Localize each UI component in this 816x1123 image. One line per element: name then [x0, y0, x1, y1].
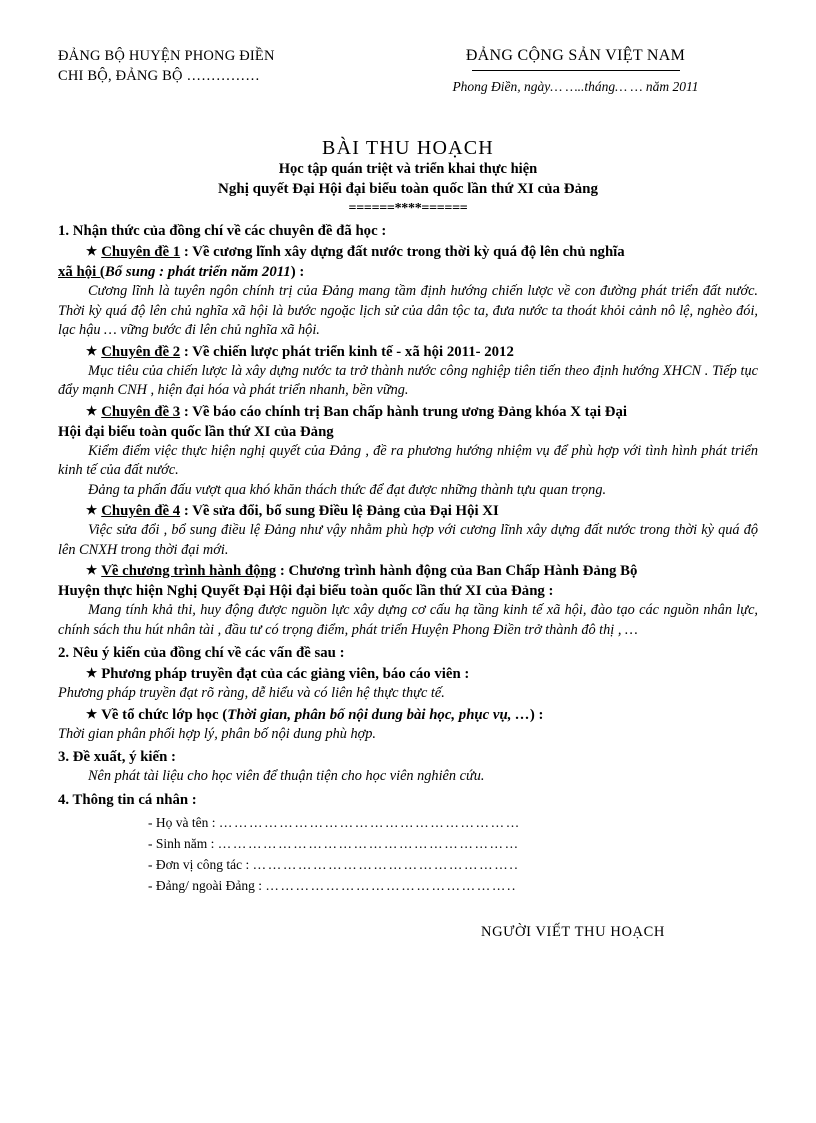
- section-2-item-2-label-suffix: ) :: [529, 706, 544, 723]
- star-icon: ★: [86, 403, 98, 418]
- field-dots: …………………………………………..: [265, 877, 517, 893]
- section-2-item-1-title: [58, 663, 758, 684]
- field-dots: ……………………………………………..: [252, 856, 520, 872]
- section-2-heading: 2. Nêu ý kiến của đồng chí về các vấn đề sau :: [58, 645, 345, 661]
- section-3-paragraph: Nên phát tài liệu cho học viên để thuận tiện cho học viên nghiên cứu.: [88, 768, 485, 784]
- section-2-item-2-paragraph: Thời gian phân phối hợp lý, phân bố nội dung phù hợp.: [58, 725, 376, 742]
- action-program-label: Về chương trình hành động: [101, 563, 277, 579]
- topic-3-paragraph-2: Đảng ta phấn đấu vượt qua khó khăn thách thức để đạt được những thành tựu quan trọng.: [88, 481, 607, 498]
- topic-2-label: Chuyên đề 2: [101, 343, 181, 360]
- field-label-birth-year: - Sinh năm :: [148, 835, 218, 851]
- topic-1-title-line2: [58, 262, 758, 282]
- action-program-title: [58, 560, 758, 581]
- field-row[interactable]: [148, 875, 758, 896]
- dateline: Phong Điền, ngày… …..tháng… … năm 2011: [452, 79, 699, 94]
- topic-3-title-rest: : Về báo cáo chính trị Ban chấp hành trung ương Đảng khóa X tại Đại: [180, 403, 627, 420]
- section-1-heading: 1. Nhận thức của đồng chí về các chuyên đề đã học :: [58, 223, 387, 239]
- document-content: [58, 44, 758, 941]
- title-divider-text: ======****======: [348, 201, 468, 216]
- star-icon: ★: [86, 706, 98, 721]
- section-2-item-2-title: [58, 704, 758, 725]
- action-program-paragraph: Mang tính khả thi, huy động được nguồn lực xây dựng cơ cấu hạ tầng kinh tế xã hội, đào tạo các nguồn nhân lực, chính sách thu hút nhân tài , đầu tư có trọng điểm, phát triển Huyện Phong Điền trở thành đô thị , …: [58, 602, 758, 638]
- field-label-party-status: - Đảng/ ngoài Đảng :: [148, 877, 266, 893]
- topic-1-subtitle-italic: Bổ sung : phát triển năm 2011: [104, 264, 291, 280]
- field-row[interactable]: [148, 854, 758, 875]
- topic-1-title-rest: : Về cương lĩnh xây dựng đất nước trong thời kỳ quá độ lên chủ nghĩa: [180, 244, 625, 260]
- title-block: [58, 136, 758, 218]
- topic-1-label: Chuyên đề 1: [101, 244, 181, 260]
- topic-3-title-line2: Hội đại biểu toàn quốc lần thứ XI của Đảng: [58, 423, 334, 440]
- topic-3-title: [58, 401, 758, 422]
- header-divider-rule: [472, 70, 680, 71]
- signature-label: NGƯỜI VIẾT THU HOẠCH: [481, 923, 665, 940]
- topic-4-title-rest: : Về sửa đổi, bổ sung Điều lệ Đảng của Đại Hội XI: [180, 503, 499, 519]
- topic-4-title: [58, 500, 758, 521]
- topic-1-title: [58, 241, 758, 262]
- field-label-workplace: - Đơn vị công tác :: [148, 856, 253, 872]
- topic-1-subtitle-suffix: ) :: [290, 264, 305, 280]
- topic-1-paragraph: Cương lĩnh là tuyên ngôn chính trị của Đảng mang tầm định hướng chiến lược về con đường phát triển đất nước. Thời kỳ quá độ lên chủ nghĩa xã hội là bước ngoặc lịch sử của dân tộc ta, đưa nước ta thoát khỏi cảnh nô lệ, nghèo đói, lạc hậu … vững bước đi lên chủ nghĩa xã hội.: [58, 283, 758, 338]
- star-icon: ★: [86, 563, 98, 577]
- title-subline-1: Học tập quán triệt và triển khai thực hiện: [278, 161, 538, 177]
- section-2-item-2-label-prefix: Về tổ chức lớp học (: [101, 706, 228, 723]
- topic-3-label: Chuyên đề 3: [101, 403, 181, 420]
- action-program-title-line2: Huyện thực hiện Nghị Quyết Đại Hội đại biểu toàn quốc lần thứ XI của Đảng :: [58, 583, 554, 599]
- national-heading: ĐẢNG CỘNG SẢN VIỆT NAM: [465, 47, 686, 64]
- topic-3-paragraph-1: Kiểm điểm việc thực hiện nghị quyết của Đảng , đề ra phương hướng nhiệm vụ để phù hợp với tình hình phát triển kinh tế của đất nước.: [58, 442, 758, 478]
- section-4-heading: 4. Thông tin cá nhân :: [58, 791, 197, 808]
- star-icon: ★: [86, 503, 98, 517]
- party-cell-line: CHI BỘ, ĐẢNG BỘ ……………: [58, 68, 260, 84]
- header-right-block: [393, 44, 758, 95]
- topic-4-label: Chuyên đề 4: [101, 503, 181, 519]
- topic-2-title-rest: : Về chiến lược phát triển kinh tế - xã hội 2011- 2012: [180, 343, 514, 360]
- header-left-block: [58, 44, 393, 86]
- field-row[interactable]: [148, 833, 758, 854]
- field-dots: ……………………………………………………: [218, 814, 521, 830]
- topic-2-paragraph: Mục tiêu của chiến lược là xây dựng nước ta trở thành nước công nghiệp tiên tiến theo định hướng XHCN . Tiếp tục đẩy mạnh CNH , hiện đại hóa và phát triển nhanh, bền vững.: [58, 362, 758, 398]
- action-program-title-rest: : Chương trình hành động của Ban Chấp Hành Đảng Bộ: [276, 563, 638, 579]
- section-2-item-1-paragraph: Phương pháp truyền đạt rõ ràng, dễ hiểu và có liên hệ thực thực tế.: [58, 685, 445, 701]
- section-3-heading: 3. Đề xuất, ý kiến :: [58, 749, 176, 765]
- field-label-full-name: - Họ và tên :: [148, 814, 219, 830]
- star-icon: ★: [86, 666, 98, 680]
- page-title: BÀI THU HOẠCH: [322, 137, 494, 159]
- field-dots: ……………………………………………………: [217, 835, 520, 851]
- section-2-item-1-label: Phương pháp truyền đạt của các giảng viên, báo cáo viên :: [101, 666, 470, 682]
- star-icon: ★: [86, 343, 98, 358]
- personal-info-fields: [58, 812, 758, 896]
- section-2-item-2-label-italic: Thời gian, phân bố nội dung bài học, phục vụ, …: [227, 706, 530, 723]
- field-row[interactable]: [148, 812, 758, 833]
- star-icon: ★: [86, 244, 98, 258]
- title-subline-2: Nghị quyết Đại Hội đại biểu toàn quốc lần thứ XI của Đảng: [218, 181, 598, 197]
- document-header: [58, 44, 758, 130]
- topic-2-title: [58, 341, 758, 362]
- topic-4-paragraph: Việc sửa đổi , bổ sung điều lệ Đảng như vậy nhằm phù hợp với cương lĩnh xây dựng đất nước trong thời kỳ quá độ lên CNXH trong thời đại mới.: [58, 522, 758, 558]
- party-committee-line: ĐẢNG BỘ HUYỆN PHONG ĐIỀN: [58, 48, 275, 64]
- topic-1-subtitle-prefix: xã hội (: [58, 264, 105, 280]
